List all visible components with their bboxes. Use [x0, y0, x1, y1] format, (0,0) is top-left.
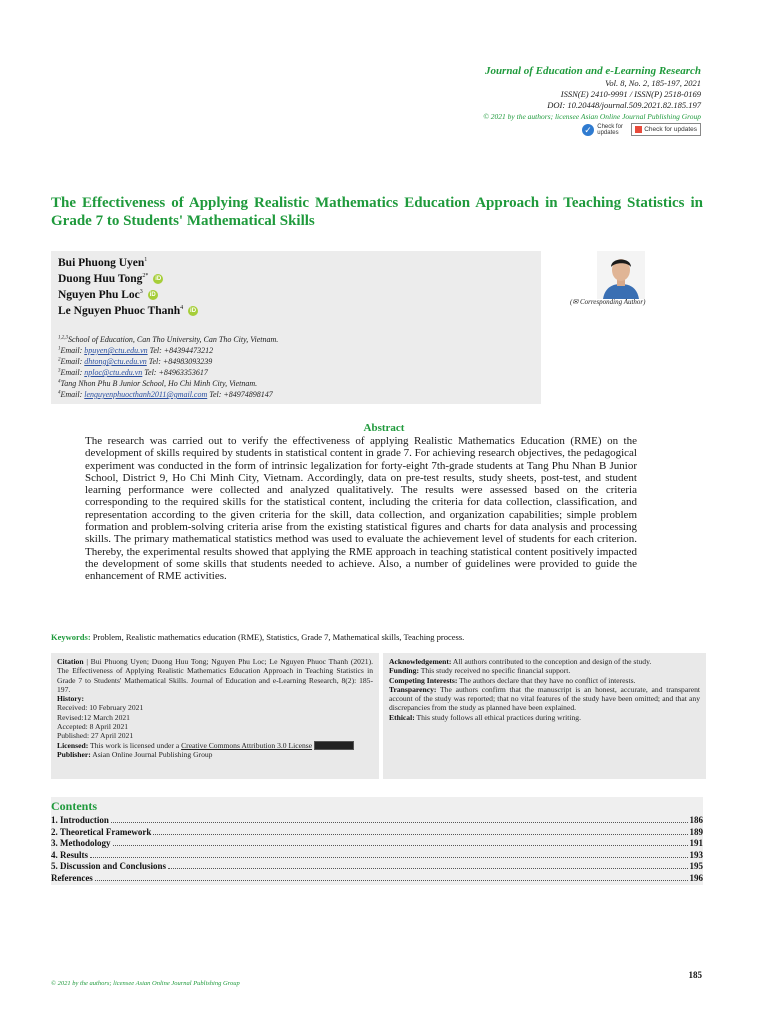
- affil-sup: 2: [58, 357, 61, 363]
- journal-doi[interactable]: DOI: 10.20448/journal.509.2021.82.185.197: [547, 100, 701, 110]
- affil-sup: 1,2,3: [58, 335, 68, 341]
- orcid-icon[interactable]: iD: [155, 276, 162, 283]
- received-date: Received: 10 February 2021: [57, 703, 144, 713]
- abstract-heading: Abstract: [363, 422, 405, 434]
- footer-copyright: © 2021 by the authors; licensee Asian Online Journal Publishing Group: [51, 980, 240, 987]
- affil-sup: 3: [58, 368, 61, 374]
- affil-sup: 4: [58, 390, 61, 396]
- toc-page: 186: [689, 815, 703, 825]
- tel-text: Tel: +84394473212: [147, 346, 214, 355]
- affiliation-school: [58, 335, 278, 344]
- publisher-label: Publisher:: [57, 750, 91, 760]
- author-sup: 1: [144, 257, 148, 264]
- page-number: 185: [688, 970, 702, 980]
- contents-box: [51, 797, 703, 885]
- affil-sup: 4: [58, 379, 61, 385]
- tel-text: Tel: +84983093239: [146, 357, 213, 366]
- toc-leader: [111, 822, 688, 823]
- published-date: Published: 27 April 2021: [57, 731, 134, 741]
- affiliation-school-2: [58, 379, 257, 388]
- ethical-text: This study follows all ethical practices during writing.: [414, 712, 581, 722]
- author-2: [58, 273, 163, 285]
- affil-text: Tang Nhon Phu B Junior School, Ho Chi Minh City, Vietnam.: [60, 379, 258, 388]
- email-prefix: Email:: [60, 368, 85, 377]
- journal-copyright: © 2021 by the authors; licensee Asian Online Journal Publishing Group: [483, 112, 701, 121]
- authors-box: [51, 251, 541, 404]
- toc-leader: [168, 868, 687, 869]
- keywords-text: Problem, Realistic mathematics education (RME), Statistics, Grade 7, Mathematical skills, Teaching process.: [90, 632, 465, 642]
- journal-volume: Vol. 8, No. 2, 185-197, 2021: [605, 78, 701, 88]
- crossmark-icon: [635, 126, 642, 133]
- competing-text: The authors declare that they have no conflict of interests.: [457, 675, 636, 685]
- author-sup: 3: [139, 289, 143, 296]
- keywords: [51, 632, 464, 642]
- declarations-box: [383, 653, 706, 779]
- affil-text: School of Education, Can Tho University, Can Tho City, Vietnam.: [68, 335, 279, 344]
- checkmark-icon: [582, 124, 594, 136]
- toc-page: 193: [689, 849, 703, 860]
- email-prefix: Email:: [60, 390, 85, 399]
- author-4: [58, 305, 198, 317]
- affiliation-email-1: [58, 346, 213, 355]
- email-prefix: Email:: [60, 346, 85, 355]
- toc-page: 189: [689, 826, 703, 837]
- author-name: Nguyen Phu Loc: [58, 289, 140, 301]
- toc-item[interactable]: [51, 838, 703, 848]
- check-updates-badge-crossref[interactable]: [582, 124, 625, 136]
- affiliation-email-4: [58, 390, 273, 399]
- author-name: Le Nguyen Phuoc Thanh: [58, 305, 181, 317]
- author-name: Bui Phuong Uyen: [58, 257, 145, 269]
- paper-title: The Effectiveness of Applying Realistic Mathematics Education Approach in Teaching Statistics in Grade 7 to Students' Mathematical Skills: [51, 195, 703, 229]
- citation-text: | Bui Phuong Uyen; Duong Huu Tong; Nguyen Phu Loc; Le Nguyen Phuoc Thanh (2021). The Effectiveness of Applying Realistic Mathematics Education Approach in Teaching Statistics in Grade 7 to Students' Mathematical Skills. Journal of Education and e-Learning Research, 8(2): 185-197.: [57, 657, 373, 694]
- email-link[interactable]: dhtong@ctu.edu.vn: [84, 357, 147, 366]
- license-link[interactable]: Creative Commons Attribution 3.0 License: [181, 740, 313, 750]
- check-updates-badges: [582, 123, 701, 136]
- author-sup: 4: [180, 305, 184, 312]
- journal-header: [281, 66, 701, 122]
- check-updates-label: Check for updates: [597, 123, 623, 136]
- tel-text: Tel: +84974898147: [207, 390, 273, 399]
- toc-item[interactable]: [51, 815, 703, 825]
- toc-label: 5. Discussion and Conclusions: [51, 861, 167, 871]
- email-link[interactable]: nploc@ctu.edu.vn: [84, 368, 143, 377]
- toc-leader: [153, 834, 687, 835]
- keywords-label: Keywords:: [51, 632, 91, 642]
- toc-item[interactable]: [51, 850, 703, 860]
- ethical-label: Ethical:: [389, 712, 415, 722]
- toc-item[interactable]: [51, 873, 703, 883]
- toc-leader: [113, 845, 688, 846]
- toc-label: References: [51, 872, 93, 883]
- declarations-content: [389, 657, 700, 722]
- citation-box: [51, 653, 379, 779]
- publisher-text: Asian Online Journal Publishing Group: [90, 750, 213, 760]
- check-updates-button[interactable]: [631, 123, 701, 136]
- corresponding-author-photo: [597, 251, 645, 299]
- author-1: [58, 257, 147, 269]
- abstract-text: The research was carried out to verify the effectiveness of applying Realistic Mathematics Education (RME) on the development of skills required by students in statistical content in grade 7. For achieving research objectives, the pedagogical experiment was conducted in the form of intrinsic legalization for forty-eight 7th-grade students at Tang Phu Nhan B Junior School, District 9, Ho Chi Minh City, Vietnam. Accordingly, data on pre-test results, study sheets, post-test, and student learning performance were collected and analyzed qualitatively. The results were assessed based on the criteria corresponding to the required skills for the statistical content, including the criteria for data collection, classification, and representation according to the given criteria for the skill, data collection, and organization capabilities; simple problem formation and problem-solving criteria arise from the existing statistical figures and charts for data analysis and processing skills. The primary mathematical statistics method was used to evaluate the achievement level of students for each criterion. Thereby, the experimental results showed that applying the RME approach in teaching statistical content positively impacted the development of some skills that students needed to achieve. Also, a number of guidelines were provided to guide the enhancement of RME activities.: [85, 435, 637, 583]
- cc-by-badge[interactable]: [314, 741, 354, 750]
- toc-page: 195: [689, 861, 703, 871]
- accepted-date: Accepted: 8 April 2021: [57, 722, 129, 732]
- toc-page: 191: [689, 838, 703, 848]
- tel-text: Tel: +84963353617: [142, 368, 208, 377]
- toc-label: 4. Results: [51, 849, 89, 860]
- funding-label: Funding:: [389, 666, 419, 676]
- orcid-icon[interactable]: iD: [190, 308, 197, 315]
- licensed-label: Licensed:: [57, 740, 89, 750]
- toc-leader: [90, 857, 687, 858]
- journal-issn: ISSN(E) 2410-9991 / ISSN(P) 2518-0169: [560, 89, 701, 99]
- toc-label: 3. Methodology: [51, 838, 111, 848]
- corresponding-author-note: (✉ Corresponding Author): [570, 298, 646, 306]
- contents-heading: Contents: [51, 799, 98, 813]
- toc-label: 1. Introduction: [51, 815, 109, 825]
- affil-sup: 1: [58, 346, 61, 352]
- funding-text: This study received no specific financial support.: [418, 666, 571, 676]
- check-updates-button-label: Check for updates: [644, 126, 697, 133]
- journal-name[interactable]: Journal of Education and e-Learning Research: [484, 65, 701, 77]
- affiliation-email-2: [58, 357, 212, 366]
- email-link[interactable]: bpuyen@ctu.edu.vn: [84, 346, 148, 355]
- citation-label: Citation: [57, 657, 84, 666]
- corresponding-marker: *: [145, 273, 149, 280]
- email-link[interactable]: lenguyenphuocthanh2011@gmail.com: [84, 390, 208, 399]
- author-name: Duong Huu Tong: [58, 273, 143, 285]
- history-label: History:: [57, 694, 84, 704]
- toc-page: 196: [689, 872, 703, 883]
- affiliation-email-3: [58, 368, 208, 377]
- citation-content: [57, 657, 373, 760]
- orcid-icon[interactable]: iD: [149, 292, 156, 299]
- toc-leader: [95, 880, 688, 881]
- email-prefix: Email:: [60, 357, 85, 366]
- transparency-text: The authors confirm that the manuscript is an honest, accurate, and transparent account of the study was reported; that no vital features of the study have been omitted; and that any discrepancies from the study as planned have been explained.: [389, 684, 700, 713]
- ack-text: All authors contributed to the conception and design of the study.: [451, 657, 652, 666]
- author-sup: 2: [142, 273, 146, 280]
- toc-item[interactable]: [51, 861, 703, 871]
- toc-label: 2. Theoretical Framework: [51, 826, 152, 837]
- revised-date: Revised:12 March 2021: [57, 712, 130, 722]
- licensed-text: This work is licensed under a: [88, 740, 182, 750]
- toc-item[interactable]: [51, 827, 703, 837]
- ack-label: Acknowledgement:: [389, 657, 452, 666]
- author-3: [58, 289, 158, 301]
- competing-label: Competing Interests:: [389, 675, 458, 685]
- transparency-label: Transparency:: [389, 684, 437, 694]
